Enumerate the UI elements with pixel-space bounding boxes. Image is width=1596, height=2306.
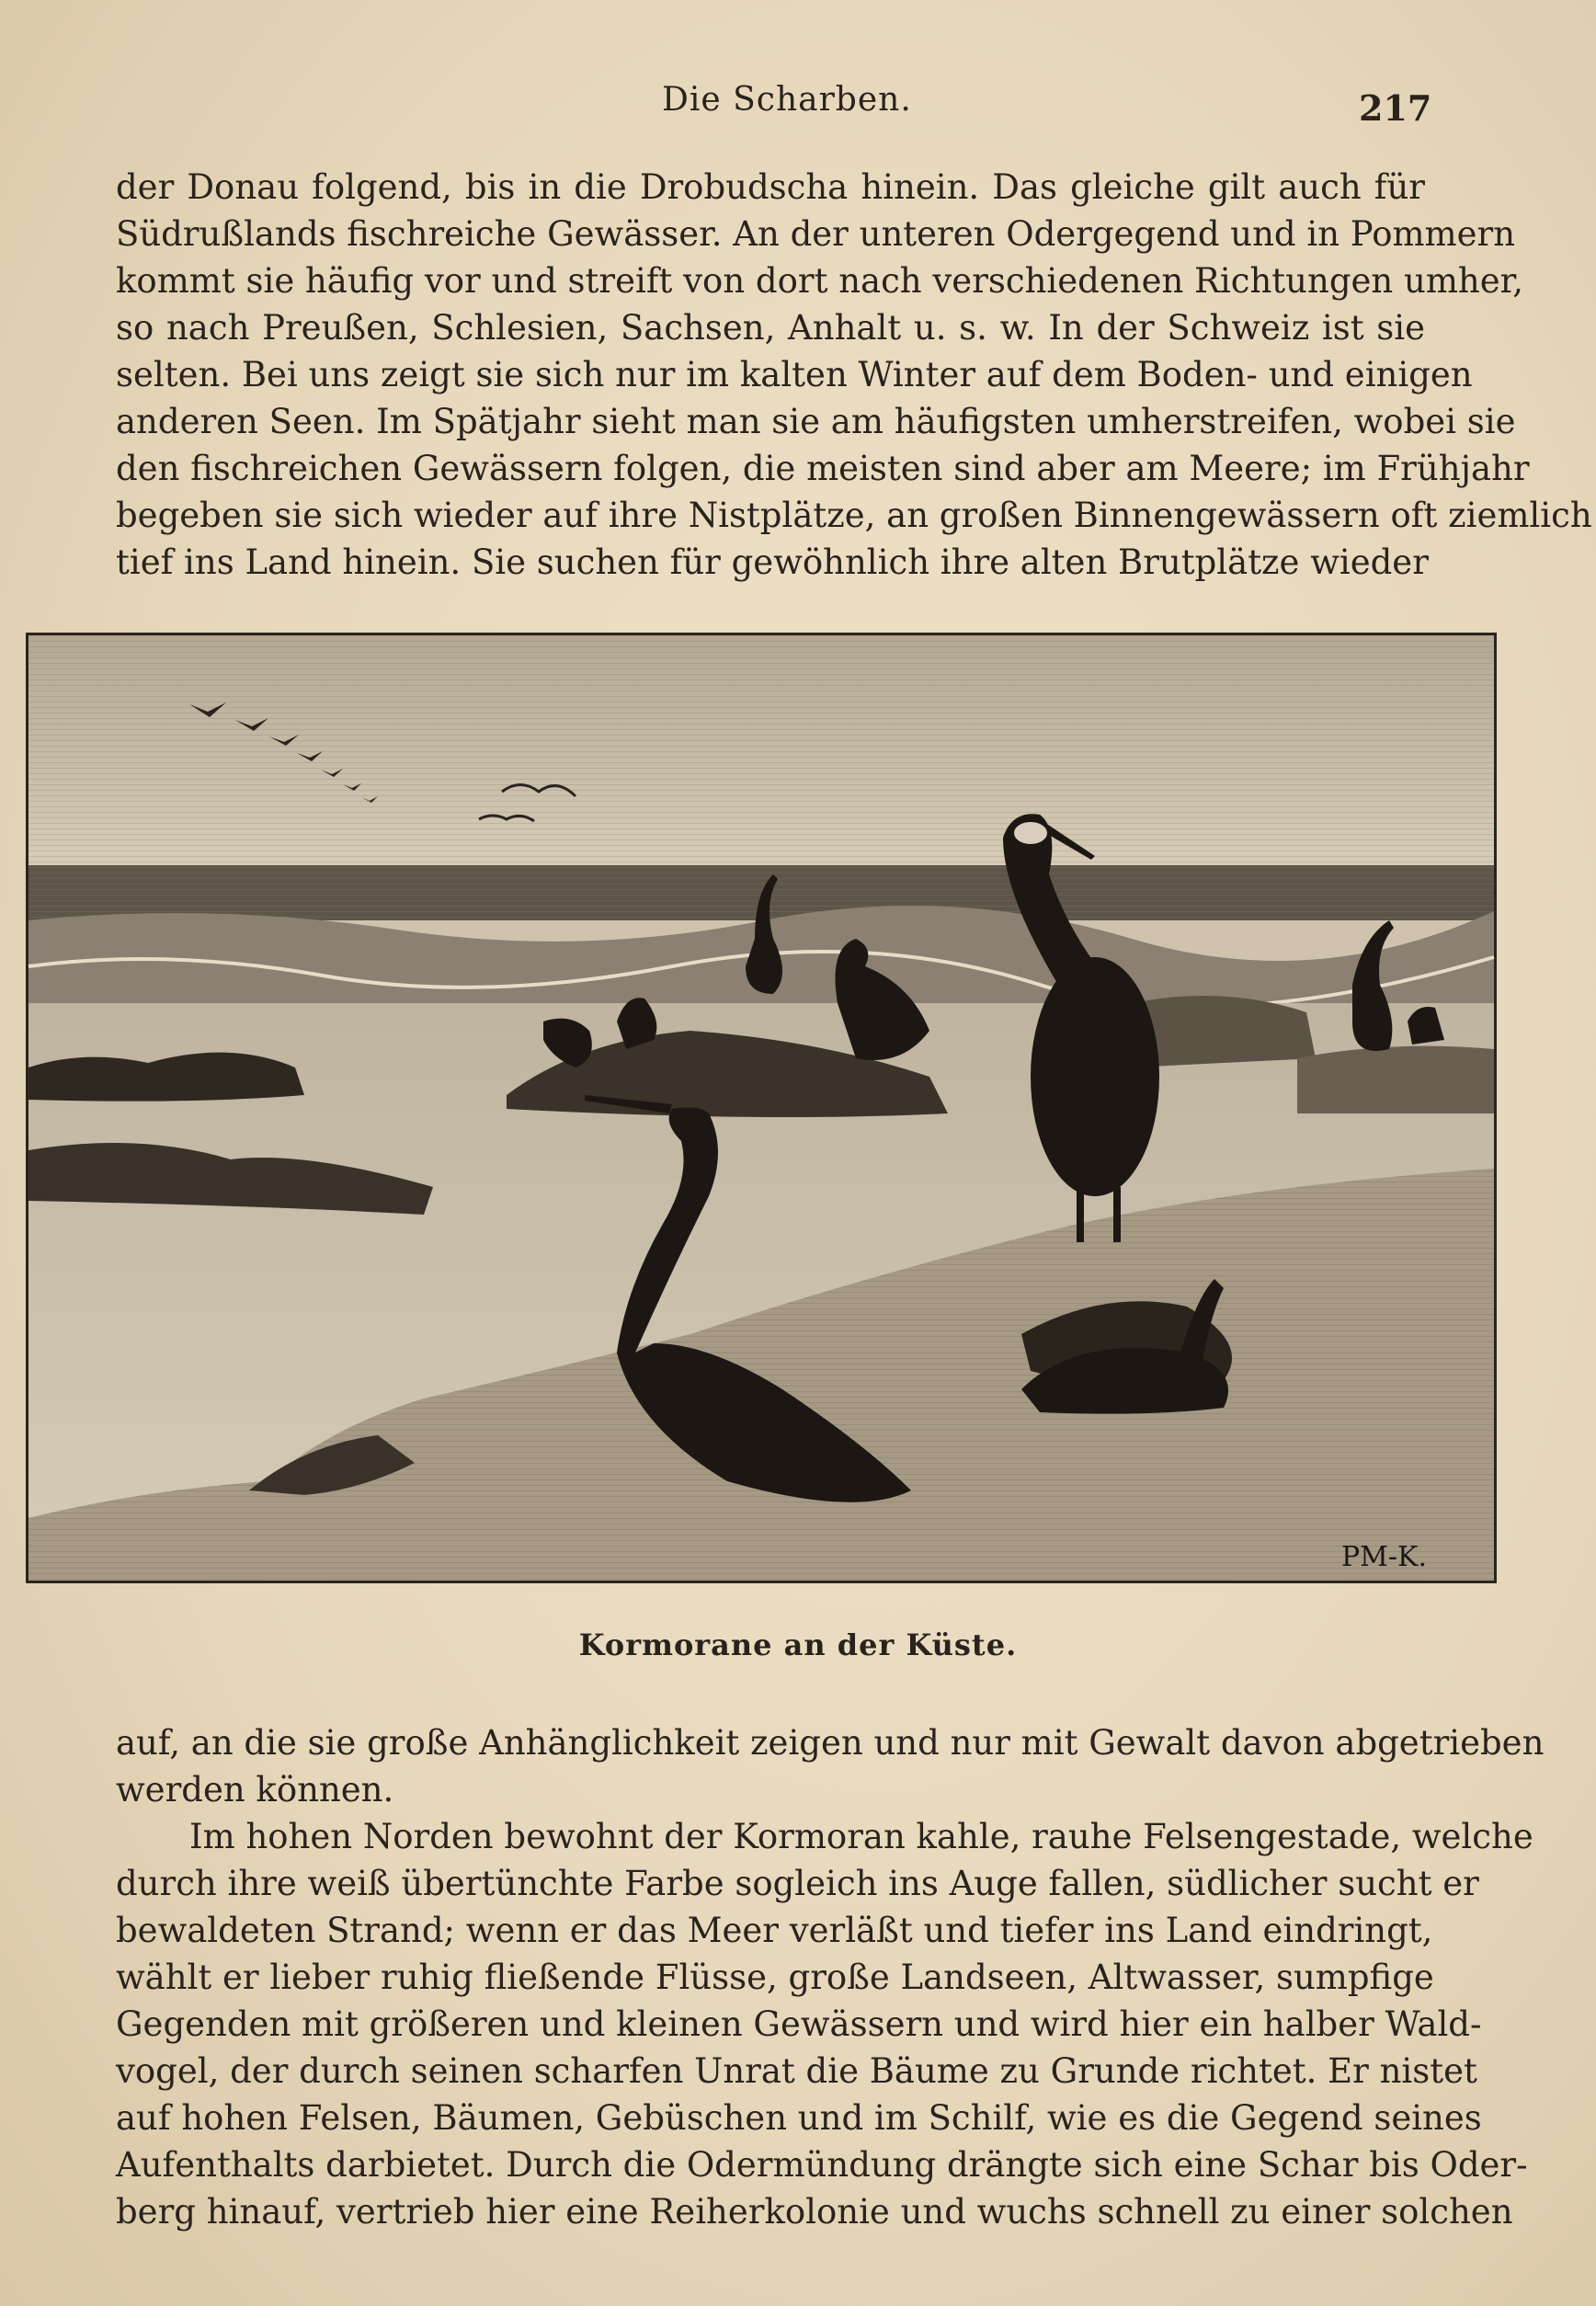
text-line: kommt sie häufig vor und streift von dort nach verschiedenen Richtungen umher, (116, 261, 1524, 301)
text-line: anderen Seen. Im Spätjahr sieht man sie am häufigsten umherstreifen, wobei sie (116, 402, 1516, 441)
text-line: selten. Bei uns zeigt sie sich nur im kalten Winter auf dem Boden- und einigen (116, 355, 1473, 394)
text-line: bewaldeten Strand; wenn er das Meer verläßt und tiefer ins Land eindringt, (116, 1911, 1433, 1950)
text-line: auf, an die sie große Anhänglichkeit zeigen und nur mit Gewalt davon abgetrieben (116, 1723, 1545, 1763)
text-line: begeben sie sich wieder auf ihre Nistplätze, an großen Binnengewässern oft ziemlich (116, 496, 1592, 535)
text-line: tief ins Land hinein. Sie suchen für gewöhnlich ihre alten Brutplätze wieder (116, 542, 1429, 582)
text-line: Gegenden mit größeren und kleinen Gewässern und wird hier ein halber Wald- (116, 2004, 1482, 2044)
bottom-paragraphs (116, 1719, 1545, 2235)
cormorant-tall (1031, 957, 1159, 1196)
text-line: durch ihre weiß übertünchte Farbe sogleich ins Auge fallen, südlicher sucht er (116, 1864, 1479, 1903)
rock-left (28, 1053, 304, 1102)
running-title: Die Scharben. (662, 81, 912, 119)
artist-signature: PM-K. (1341, 1541, 1427, 1573)
text-line: wählt er lieber ruhig fließende Flüsse, große Landseen, Altwasser, sumpfige (116, 1958, 1434, 1997)
text-line: der Donau folgend, bis in die Drobudscha hinein. Das gleiche gilt auch für (116, 167, 1425, 207)
cormorant-illustration (26, 633, 1497, 1583)
top-paragraph (116, 164, 1592, 586)
text-line: vogel, der durch seinen scharfen Unrat die Bäume zu Grunde richtet. Er nistet (116, 2051, 1477, 2091)
text-line: auf hohen Felsen, Bäumen, Gebüschen und im Schilf, wie es die Gegend seines (116, 2098, 1482, 2138)
text-line: Südrußlands fischreiche Gewässer. An der unteren Odergegend und in Pommern (116, 214, 1516, 254)
text-line: berg hinauf, vertrieb hier eine Reiherkolonie und wuchs schnell zu einer solchen (116, 2192, 1513, 2232)
text-line: so nach Preußen, Schlesien, Sachsen, Anhalt u. s. w. In der Schweiz ist sie (116, 308, 1425, 348)
text-line: den fischreichen Gewässern folgen, die meisten sind aber am Meere; im Frühjahr (116, 449, 1530, 488)
text-line: werden können. (116, 1770, 394, 1809)
text-line: Im hohen Norden bewohnt der Kormoran kahle, rauhe Felsengestade, welche (189, 1817, 1533, 1856)
text-line: Aufenthalts darbietet. Durch die Odermündung drängte sich eine Schar bis Oder- (116, 2145, 1528, 2185)
page-number: 217 (1359, 87, 1432, 129)
engraving-svg (28, 635, 1494, 1581)
figure-caption: Kormorane an der Küste. (578, 1627, 1018, 1662)
